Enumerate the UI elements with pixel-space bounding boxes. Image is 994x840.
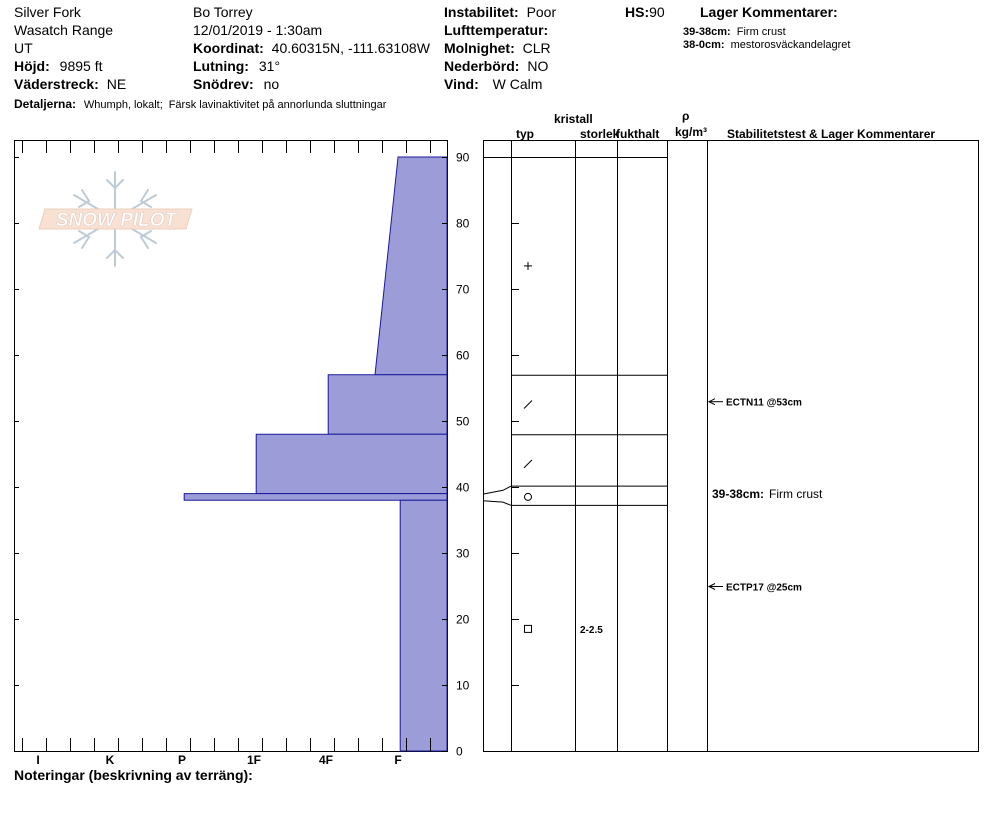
sky-value: CLR — [522, 40, 551, 56]
grain-melt-form-3 — [525, 493, 532, 500]
y-tick-label-40: 40 — [456, 480, 470, 495]
y-tick-label-30: 30 — [456, 546, 470, 561]
wind-label: Vind: — [444, 76, 479, 92]
precip-value: NO — [527, 58, 549, 74]
connector-39 — [483, 486, 511, 494]
snowpilot-logo — [39, 172, 192, 266]
layer-note-text: Firm crust — [769, 486, 823, 501]
profile-layer-3 — [256, 434, 447, 493]
drift-label: Snödrev: — [193, 76, 254, 92]
airtemp-label: Lufttemperatur: — [444, 22, 549, 38]
layer-comment-1-text: Firm crust — [736, 26, 786, 38]
layer-note-depth: 39-38cm: — [712, 486, 765, 501]
grain-symbols — [524, 262, 603, 636]
y-tick-label-50: 50 — [456, 414, 470, 429]
elevation-value: 9895 ft — [59, 58, 103, 74]
header-crystal: kristall — [554, 112, 593, 126]
coord-label: Koordinat: — [193, 40, 264, 56]
y-tick-label-20: 20 — [456, 612, 470, 627]
sky-label: Molnighet: — [444, 40, 515, 56]
slope-label: Lutning: — [193, 58, 249, 74]
y-tick-label-60: 60 — [456, 348, 470, 363]
grain-facet-1 — [524, 401, 532, 409]
profile-layer-5 — [400, 500, 447, 751]
test-label-0: ECTN11 @53cm — [726, 397, 802, 409]
layer-comments-title: Lager Kommentarer: — [700, 4, 838, 20]
stability-tests — [709, 398, 823, 594]
location: Silver Fork — [14, 4, 81, 20]
x-category-P: P — [177, 753, 187, 767]
y-tick-label-90: 90 — [456, 150, 470, 165]
y-tick-label-70: 70 — [456, 282, 470, 297]
range: Wasatch Range — [14, 22, 114, 38]
x-category-K: K — [105, 753, 115, 767]
wind-value: W Calm — [492, 76, 543, 92]
y-tick-label-0: 0 — [456, 744, 463, 759]
profile-layer-2 — [328, 375, 447, 434]
slope-value: 31° — [258, 58, 281, 74]
profile-layer-4 — [184, 494, 447, 501]
grain-square-4 — [525, 625, 532, 632]
layer-comment-2-depth: 38-0cm: — [683, 39, 725, 51]
instability-value: Poor — [526, 4, 557, 20]
notes-label: Noteringar (beskrivning av terräng): — [14, 767, 253, 783]
hs-value: 90 — [649, 4, 665, 20]
header-stability: Stabilitetstest & Lager Kommentarer — [727, 127, 936, 141]
test-label-1: ECTP17 @25cm — [726, 582, 802, 594]
aspect-label: Väderstreck: — [14, 76, 99, 92]
x-category-1F: 1F — [246, 753, 262, 767]
grain-facet-2 — [524, 460, 532, 468]
table-depth-ticks — [511, 224, 519, 686]
elevation-label: Höjd: — [14, 58, 50, 74]
details-label: Detaljerna: — [14, 97, 77, 111]
state: UT — [14, 40, 33, 56]
hardness-axis — [23, 738, 431, 767]
layer-table-frame — [484, 141, 979, 752]
aspect-value: NE — [106, 76, 127, 92]
instability-label: Instabilitet: — [444, 4, 519, 20]
y-tick-label-80: 80 — [456, 216, 470, 231]
header-density-unit: kg/m³ — [675, 125, 708, 139]
hardness-profile — [184, 157, 447, 751]
header-moisture: fukthalt — [616, 127, 660, 141]
header-rho: ρ — [682, 109, 690, 123]
profile-layer-1 — [375, 157, 447, 375]
observer: Bo Torrey — [193, 4, 253, 20]
datetime: 12/01/2019 - 1:30am — [193, 22, 323, 38]
logo-text: SNOW PILOT — [55, 210, 177, 231]
x-category-4F: 4F — [318, 753, 334, 767]
precip-label: Nederbörd: — [444, 58, 520, 74]
layer-comment-1-depth: 39-38cm: — [683, 26, 731, 38]
header-size: storlek — [580, 127, 620, 141]
details-2: Färsk lavinaktivitet på annorlunda sluttningar — [168, 99, 387, 111]
hs-label: HS: — [625, 4, 650, 20]
details-1: Whumph, lokalt; — [83, 99, 163, 111]
coord-value: 40.60315N, -111.63108W — [271, 40, 430, 56]
x-category-I: I — [36, 753, 40, 767]
y-tick-label-10: 10 — [456, 678, 470, 693]
grain-size-4: 2-2.5 — [580, 624, 603, 636]
layer-comment-2-text: mestorosväckandelagret — [730, 39, 851, 51]
connector-38 — [483, 501, 511, 506]
header-type: typ — [516, 127, 534, 141]
x-category-F: F — [394, 753, 402, 767]
drift-value: no — [263, 76, 280, 92]
